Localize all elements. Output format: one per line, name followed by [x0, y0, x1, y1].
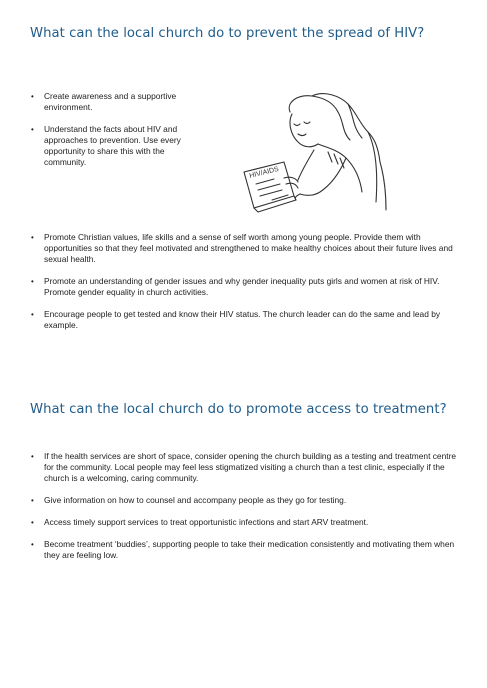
- book-cover-text: HIV/AIDS: [248, 165, 280, 180]
- list-item: • Promote an understanding of gender issues and why gender inequality puts girls and women at risk of HIV. Promote gender equality in church activities.: [31, 276, 440, 297]
- bullet-icon: •: [31, 540, 34, 549]
- list-item: • Promote Christian values, life skills and a sense of self worth among young people. Provide them with opportunities so that they feel motivated and strengthened to make healthy choices about their future lives and sexual health.: [31, 232, 453, 264]
- section-heading-treatment: What can the local church do to promote access to treatment?: [30, 402, 447, 417]
- list-item: • Understand the facts about HIV and approaches to prevention. Use every opportunity to share this with the community.: [31, 124, 181, 167]
- list-item: • If the health services are short of space, consider opening the church building as a testing and treatment centre for the community. Local people may feel less stigmatized visiting a church than a test clinic, especially if the church is a welcoming, caring community.: [31, 451, 457, 483]
- list-item: • Encourage people to get tested and know their HIV status. The church leader can do the same and lead by example.: [31, 309, 441, 330]
- bullet-icon: •: [31, 496, 34, 505]
- list-item: • Give information on how to counsel and accompany people as they go for testing.: [31, 495, 347, 505]
- bullet-icon: •: [31, 233, 34, 242]
- list-item: • Become treatment ‘buddies’, supporting people to take their medication consistently and motivating them when they are feeling low.: [31, 539, 455, 560]
- person-reading-book-illustration: [228, 92, 390, 218]
- list-item: • Create awareness and a supportive environment.: [31, 91, 177, 112]
- prevent-list-top: [30, 91, 200, 168]
- list-item: • Access timely support services to treat opportunistic infections and start ARV treatment.: [31, 517, 369, 527]
- bullet-icon: •: [31, 92, 34, 101]
- bullet-icon: •: [31, 310, 34, 319]
- prevent-list-bottom: [30, 232, 460, 331]
- bullet-icon: •: [31, 125, 34, 134]
- bullet-icon: •: [31, 518, 34, 527]
- section-heading-prevent: What can the local church do to prevent the spread of HIV?: [30, 26, 425, 41]
- bullet-icon: •: [31, 452, 34, 461]
- treatment-list: [30, 451, 460, 561]
- bullet-icon: •: [31, 277, 34, 286]
